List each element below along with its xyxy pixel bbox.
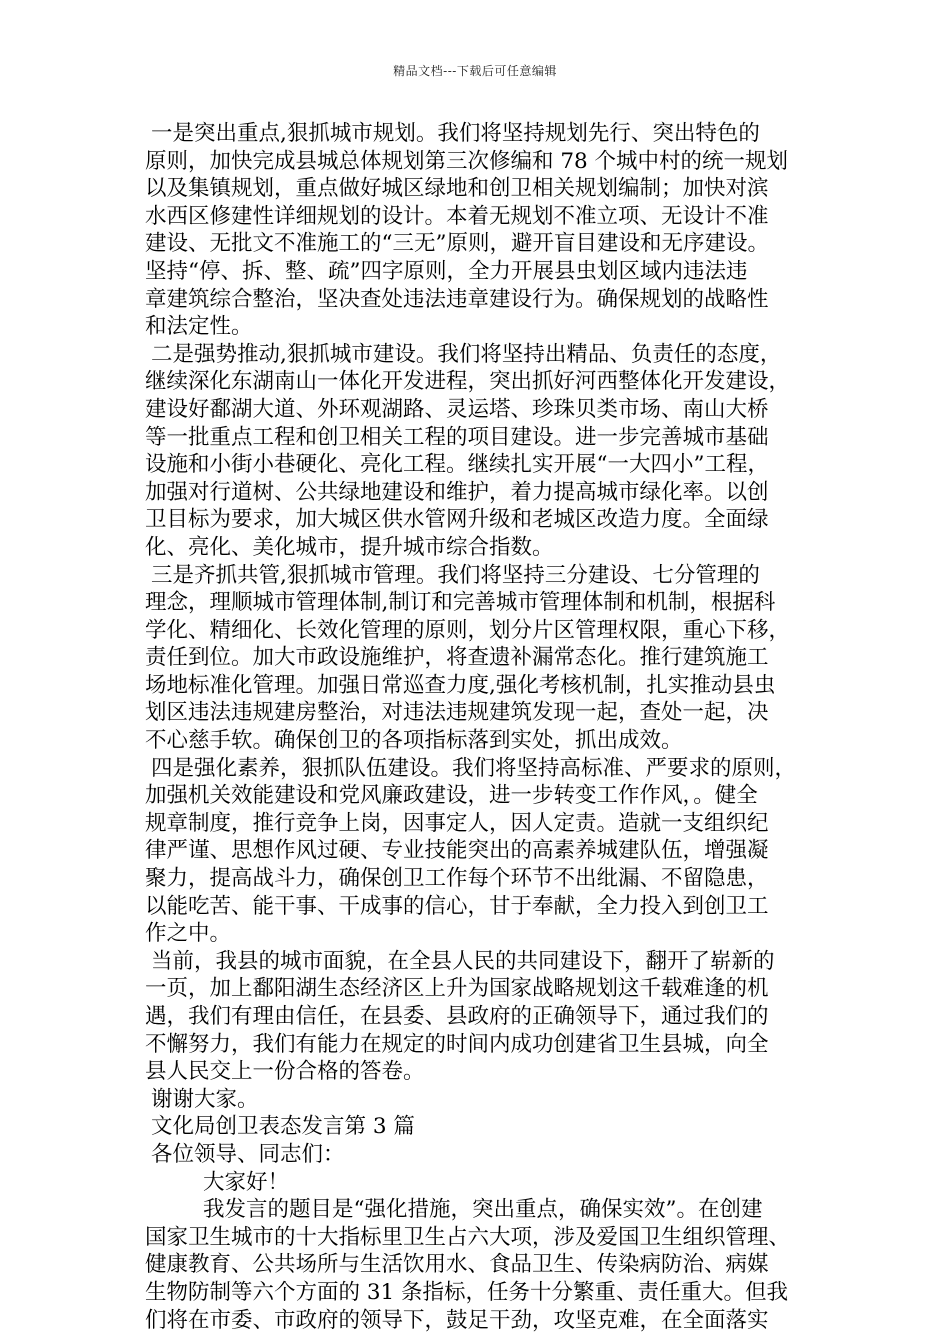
text-line: 规章制度，推行竞争上岗，因事定人，因人定责。造就一支组织纪 — [145, 810, 769, 836]
text-line: 四是强化素养，狠抓队伍建设。我们将坚持高标准、严要求的原则， — [151, 755, 797, 781]
text-line: 三是齐抓共管,狠抓城市管理。我们将坚持三分建设、七分管理的 — [151, 562, 760, 588]
text-line: 水西区修建性详细规划的设计。本着无规划不准立项、无设计不准 — [145, 203, 769, 229]
text-line: 作之中。 — [145, 921, 232, 947]
text-line: 县人民交上一份合格的答卷。 — [145, 1059, 425, 1085]
text-line: 以及集镇规划，重点做好城区绿地和创卫相关规划编制；加快对滨 — [145, 176, 769, 202]
text-line: 律严谨、思想作风过硬、专业技能突出的高素养城建队伍，增强凝 — [145, 838, 769, 864]
text-line: 理念，理顺城市管理体制,制订和完善城市管理体制和机制，根据科 — [145, 590, 776, 616]
text-line: 以能吃苦、能干事、干成事的信心，甘于奉献，全力投入到创卫工 — [145, 893, 769, 919]
text-line: 文化局创卫表态发言第 3 篇 — [151, 1114, 415, 1140]
text-line: 们将在市委、市政府的领导下，鼓足干劲，攻坚克难，在全面落实 — [145, 1307, 769, 1333]
text-line: 不心慈手软。确保创卫的各项指标落到实处，抓出成效。 — [145, 728, 683, 754]
text-line: 场地标准化管理。加强日常巡查力度,强化考核机制，扎实推动县虫 — [145, 672, 776, 698]
text-line: 划区违法违规建房整治，对违法违规建筑发现一起，查处一起，决 — [145, 700, 769, 726]
text-line: 继续深化东湖南山一体化开发进程，突出抓好河西整体化开发建设， — [145, 369, 791, 395]
text-line: 一页，加上鄱阳湖生态经济区上升为国家战略规划这千载难逢的机 — [145, 976, 769, 1002]
text-line: 我发言的题目是“强化措施，突出重点，确保实效”。在创建 — [203, 1197, 763, 1223]
text-line: 各位领导、同志们： — [151, 1141, 345, 1167]
text-line: 化、亮化、美化城市，提升城市综合指数。 — [145, 534, 554, 560]
text-line: 建设、无批文不准施工的“三无”原则，避开盲目建设和无序建设。 — [145, 231, 769, 257]
text-line: 和法定性。 — [145, 314, 253, 340]
text-line: 加强对行道树、公共绿地建设和维护，着力提高城市绿化率。以创 — [145, 479, 769, 505]
text-line: 大家好！ — [203, 1169, 290, 1195]
page-header: 精品文档---下载后可任意编辑 — [393, 64, 557, 78]
text-line: 建设好鄱湖大道、外环观湖路、灵运塔、珍珠贝类市场、南山大桥 — [145, 396, 769, 422]
text-line: 加强机关效能建设和党风廉政建设，进一步转变工作作风，。健全 — [145, 783, 758, 809]
text-line: 国家卫生城市的十大指标里卫生占六大项，涉及爱国卫生组织管理、 — [145, 1224, 791, 1250]
text-line: 遇，我们有理由信任，在县委、县政府的正确领导下，通过我们的 — [145, 1004, 769, 1029]
text-line: 聚力，提高战斗力，确保创卫工作每个环节不出纰漏、不留隐患， — [145, 866, 769, 892]
text-line: 学化、精细化、长效化管理的原则，划分片区管理权限，重心下移， — [145, 617, 791, 643]
text-line: 生物防制等六个方面的 31 条指标，任务十分繁重、责任重大。但我 — [145, 1279, 789, 1305]
text-line: 坚持“停、拆、整、疏”四字原则，全力开展县虫划区域内违法违 — [145, 258, 748, 284]
text-line: 不懈努力，我们有能力在规定的时间内成功创建省卫生县城，向全 — [145, 1031, 769, 1057]
text-line: 健康教育、公共场所与生活饮用水、食品卫生、传染病防治、病媒 — [145, 1252, 769, 1278]
text-line: 等一批重点工程和创卫相关工程的项目建设。进一步完善城市基础 — [145, 424, 769, 450]
text-line: 设施和小街小巷硬化、亮化工程。继续扎实开展“一大四小”工程， — [145, 452, 769, 478]
text-line: 一是突出重点,狠抓城市规划。我们将坚持规划先行、突出特色的 — [151, 121, 760, 146]
text-line: 谢谢大家。 — [151, 1086, 259, 1112]
text-line: 责任到位。加大市政设施维护，将查遗补漏常态化。推行建筑施工 — [145, 645, 769, 671]
text-line: 二是强势推动,狠抓城市建设。我们将坚持出精品、负责任的态度， — [151, 341, 782, 367]
text-line: 原则，加快完成县城总体规划第三次修编和 78 个城中村的统一规划 — [145, 148, 789, 174]
text-line: 当前，我县的城市面貌，在全县人民的共同建设下，翻开了崭新的 — [151, 948, 775, 974]
text-line: 卫目标为要求，加大城区供水管网升级和老城区改造力度。全面绿 — [145, 507, 769, 533]
document-body — [145, 120, 825, 1334]
text-line: 章建筑综合整治，坚决查处违法违章建设行为。确保规划的战略性 — [145, 286, 769, 312]
